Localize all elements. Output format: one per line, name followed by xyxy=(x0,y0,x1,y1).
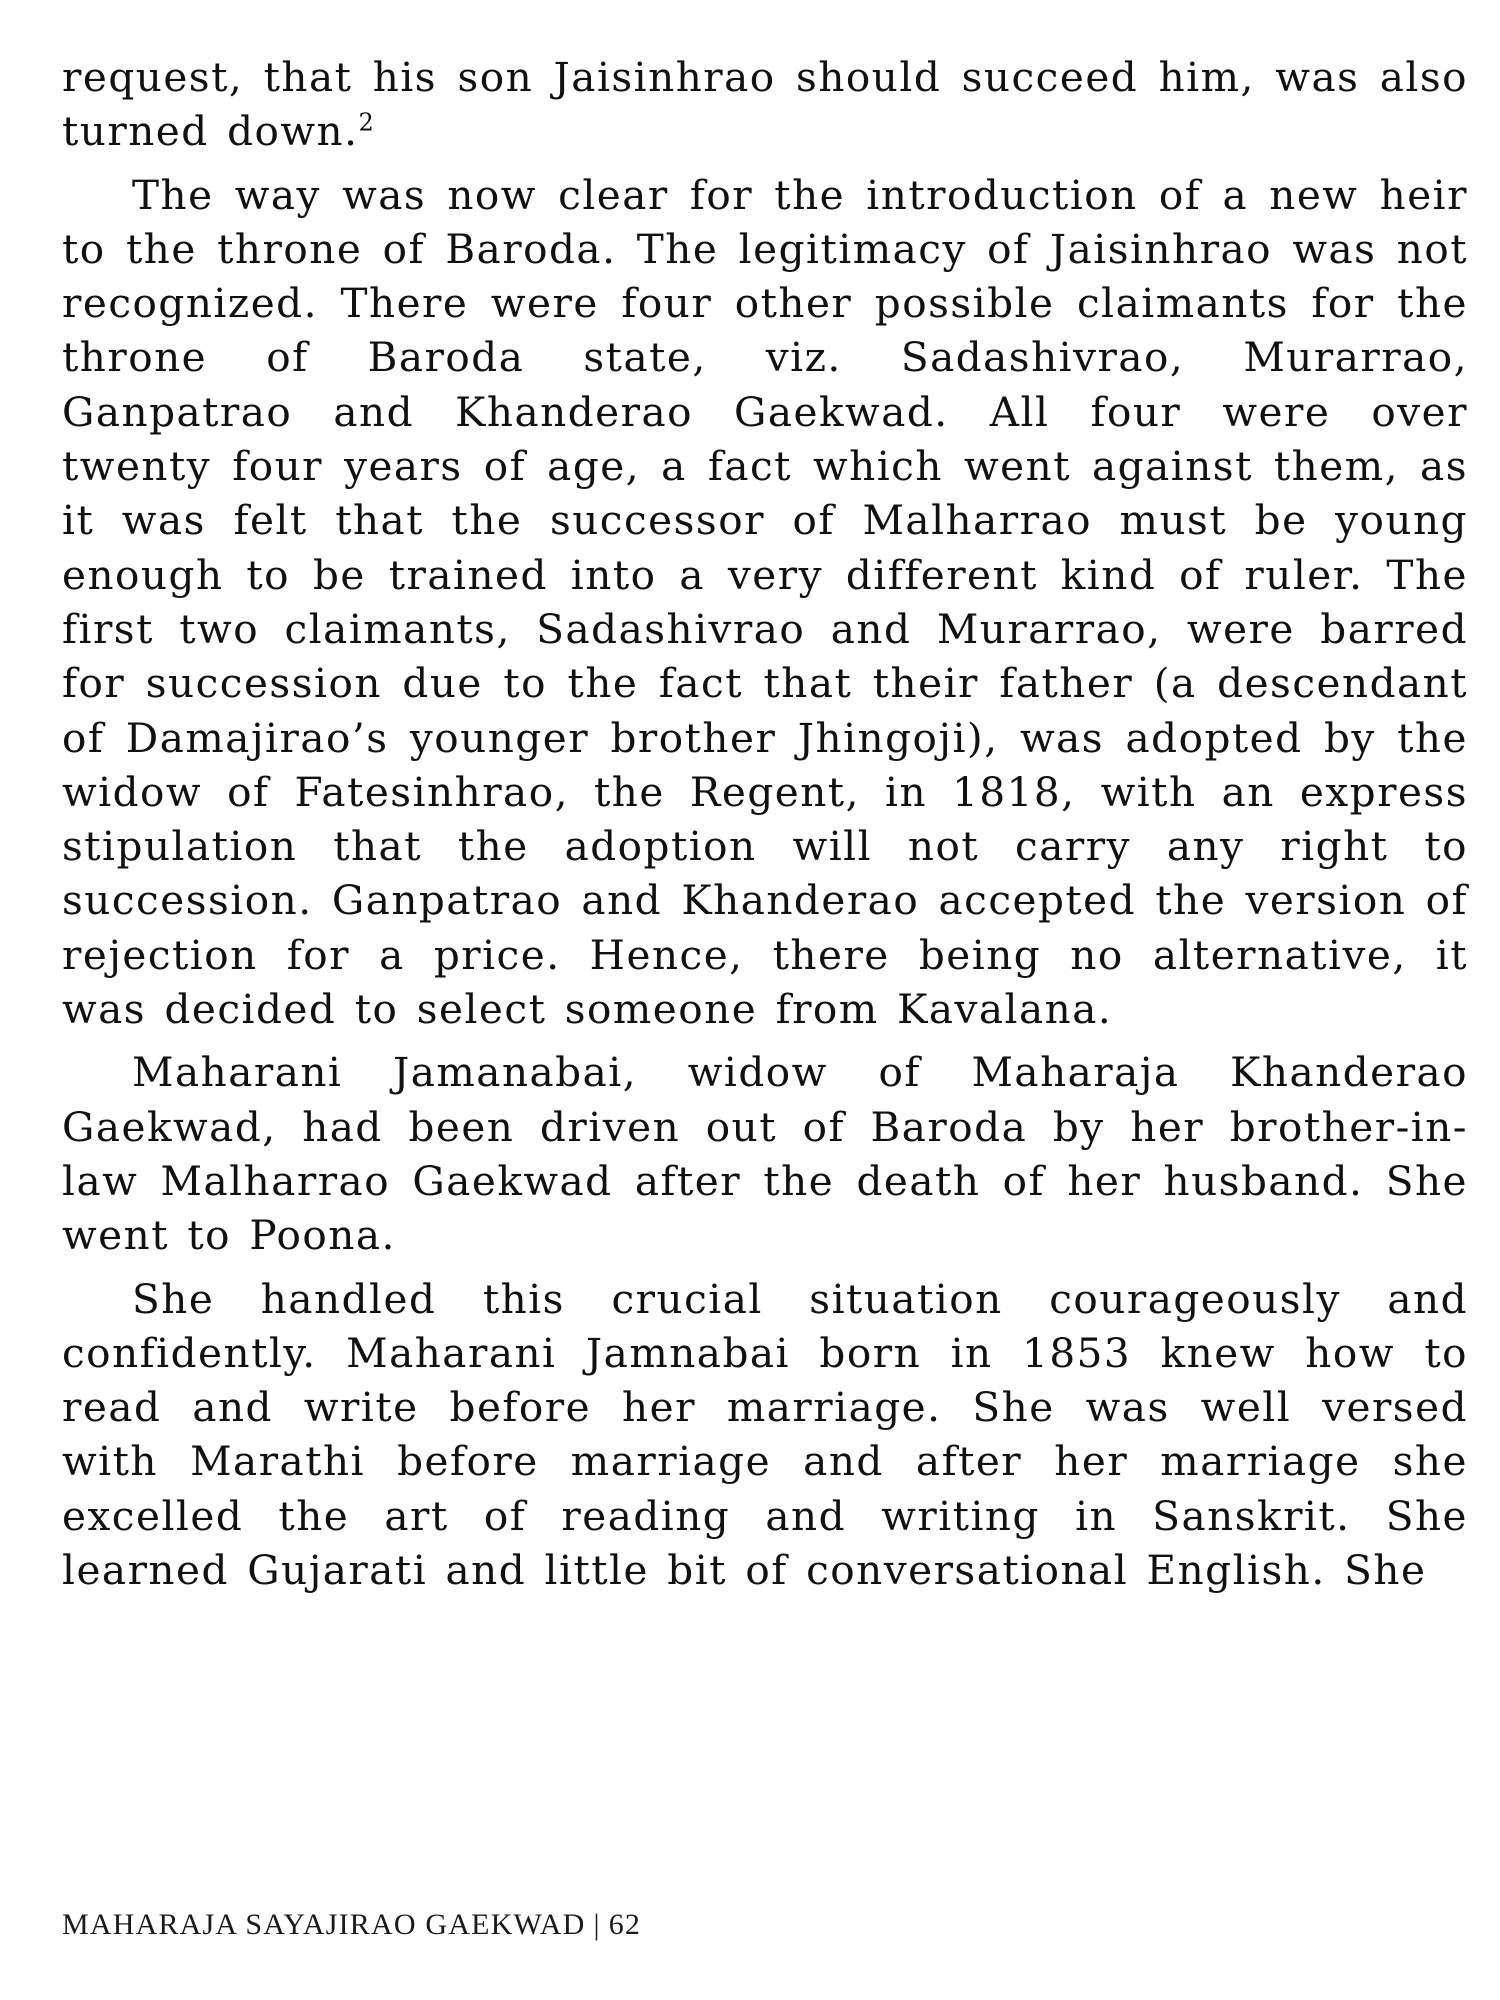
footnote-reference: 2 xyxy=(358,108,374,137)
footer-book-title: MAHARAJA SAYAJIRAO GAEKWAD xyxy=(62,1908,586,1941)
footer-separator: | xyxy=(593,1908,601,1941)
paragraph-1 xyxy=(62,50,1468,159)
paragraph-1-text: request, that his son Jaisinhrao should succeed him, was also turned down. xyxy=(62,53,1468,156)
page-footer xyxy=(62,1908,641,1942)
paragraph-4: She handled this crucial situation courageously and confidently. Maharani Jamnabai born in 1853 knew how to read and write before her marriage. She was well versed with Marathi before marriage and after her marriage she excelled the art of reading and writing in Sanskrit. She learned Gujarati and little bit of conversational English. She xyxy=(62,1274,1468,1595)
footer-page-number: 62 xyxy=(608,1908,642,1941)
paragraph-2: The way was now clear for the introduction of a new heir to the throne of Baroda. The legitimacy of Jaisinhrao was not recognized. There were four other possible claimants for the throne of Baroda state, viz. Sadashivrao, Murarrao, Ganpatrao and Khanderao Gaekwad. All four were over twenty four years of age, a fact which went against them, as it was felt that the successor of Malharrao must be young enough to be trained into a very different kind of ruler. The first two claimants, Sadashivrao and Murarrao, were barred for succession due to the fact that their father (a descendant of Damajirao’s younger brother Jhingoji), was adopted by the widow of Fatesinhrao, the Regent, in 1818, with an express stipulation that the adoption will not carry any right to succession. Ganpatrao and Khanderao accepted the version of rejection for a price. Hence, there being no alternative, it was decided to select someone from Kavalana. xyxy=(62,170,1468,1034)
paragraph-3: Maharani Jamanabai, widow of Maharaja Khanderao Gaekwad, had been driven out of Baroda by her brother-in-law Malharrao Gaekwad after the death of her husband. She went to Poona. xyxy=(62,1048,1468,1260)
page-body xyxy=(62,50,1468,1606)
